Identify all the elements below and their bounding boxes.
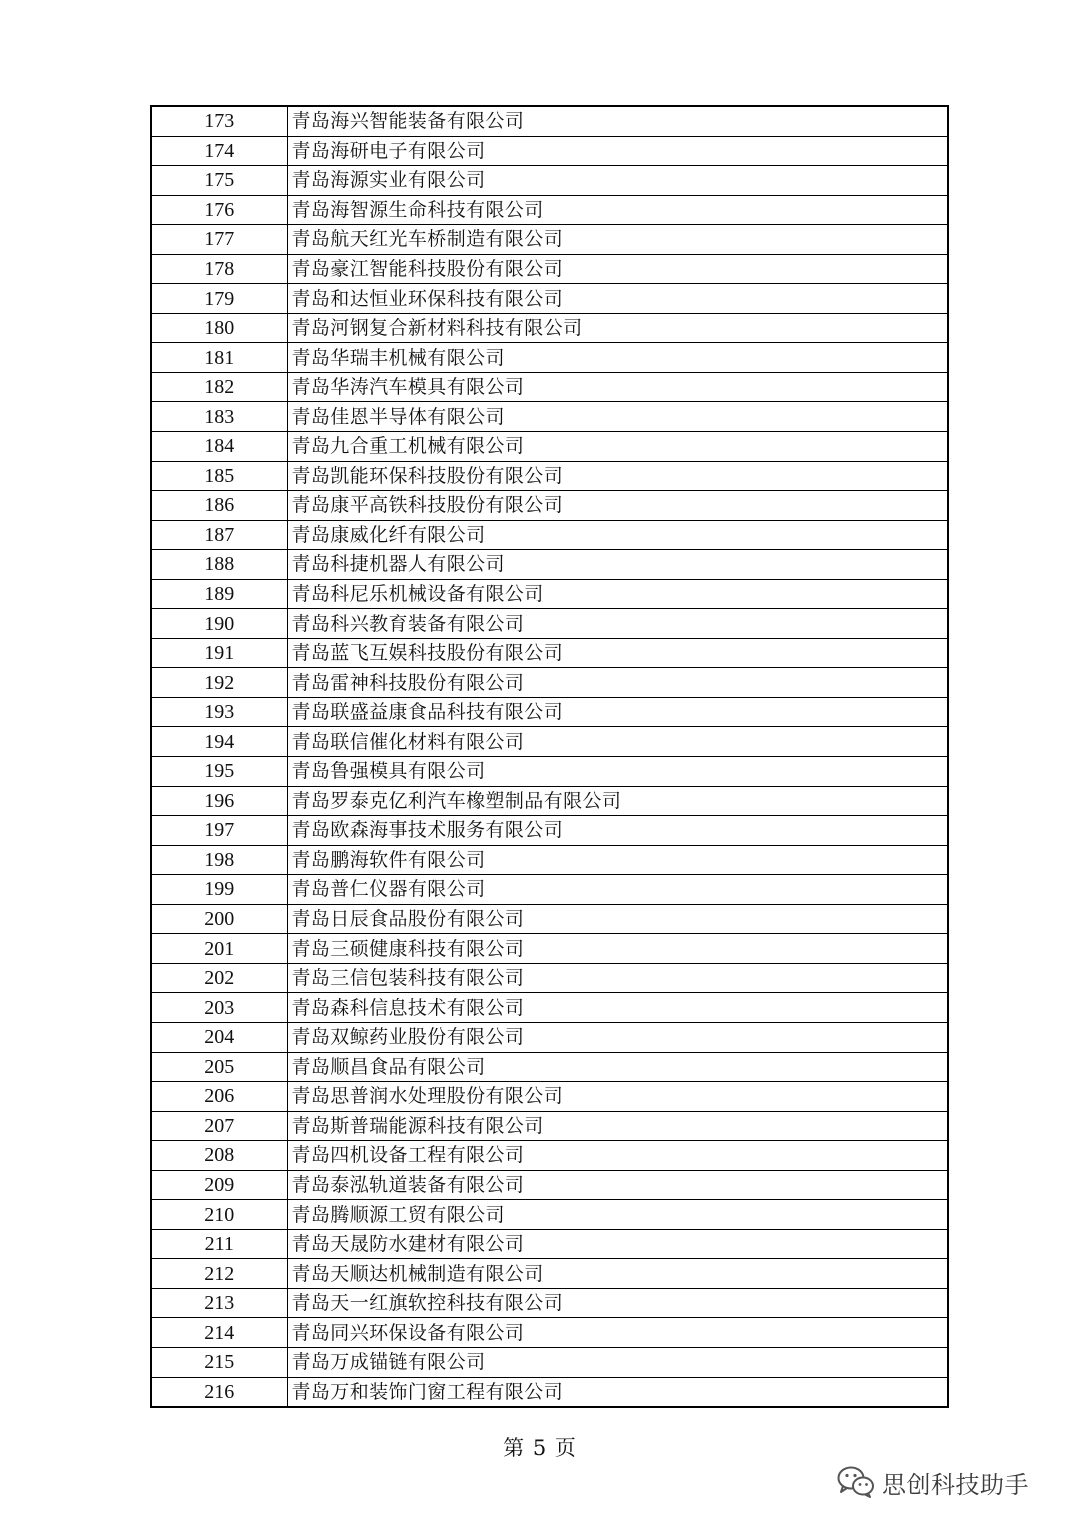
company-name-cell: 青岛联盛益康食品科技有限公司: [287, 697, 948, 727]
row-number-cell: 197: [151, 816, 287, 846]
table-row: [151, 934, 948, 964]
row-number-cell: 207: [151, 1111, 287, 1141]
table-row: [151, 1082, 948, 1112]
company-name-cell: 青岛万和装饰门窗工程有限公司: [287, 1377, 948, 1407]
row-number-cell: 194: [151, 727, 287, 757]
company-name-cell: 青岛凯能环保科技股份有限公司: [287, 461, 948, 491]
row-number-cell: 184: [151, 432, 287, 462]
company-name-cell: 青岛科尼乐机械设备有限公司: [287, 579, 948, 609]
company-name-cell: 青岛海源实业有限公司: [287, 166, 948, 196]
table-row: [151, 786, 948, 816]
table-row: [151, 491, 948, 521]
company-name-cell: 青岛海研电子有限公司: [287, 136, 948, 166]
company-list-table: [150, 105, 949, 1408]
table-row: [151, 993, 948, 1023]
row-number-cell: 183: [151, 402, 287, 432]
company-name-cell: 青岛罗泰克亿利汽车橡塑制品有限公司: [287, 786, 948, 816]
table-row: [151, 668, 948, 698]
row-number-cell: 199: [151, 875, 287, 905]
table-row: [151, 520, 948, 550]
row-number-cell: 206: [151, 1082, 287, 1112]
row-number-cell: 178: [151, 254, 287, 284]
company-name-cell: 青岛顺昌食品有限公司: [287, 1052, 948, 1082]
row-number-cell: 180: [151, 313, 287, 343]
row-number-cell: 202: [151, 963, 287, 993]
company-name-cell: 青岛四机设备工程有限公司: [287, 1141, 948, 1171]
table-row: [151, 845, 948, 875]
company-name-cell: 青岛天一红旗软控科技有限公司: [287, 1288, 948, 1318]
row-number-cell: 210: [151, 1200, 287, 1230]
row-number-cell: 214: [151, 1318, 287, 1348]
row-number-cell: 212: [151, 1259, 287, 1289]
company-name-cell: 青岛雷神科技股份有限公司: [287, 668, 948, 698]
company-name-cell: 青岛同兴环保设备有限公司: [287, 1318, 948, 1348]
company-name-cell: 青岛天顺达机械制造有限公司: [287, 1259, 948, 1289]
company-name-cell: 青岛三硕健康科技有限公司: [287, 934, 948, 964]
row-number-cell: 213: [151, 1288, 287, 1318]
row-number-cell: 216: [151, 1377, 287, 1407]
company-name-cell: 青岛万成锚链有限公司: [287, 1347, 948, 1377]
wechat-account-watermark: [836, 1462, 1029, 1502]
row-number-cell: 175: [151, 166, 287, 196]
table-row: [151, 402, 948, 432]
company-name-cell: 青岛三信包装科技有限公司: [287, 963, 948, 993]
table-row: [151, 1141, 948, 1171]
table-row: [151, 727, 948, 757]
company-name-cell: 青岛康威化纤有限公司: [287, 520, 948, 550]
company-name-cell: 青岛豪江智能科技股份有限公司: [287, 254, 948, 284]
company-name-cell: 青岛科捷机器人有限公司: [287, 550, 948, 580]
row-number-cell: 195: [151, 757, 287, 787]
table-row: [151, 963, 948, 993]
table-row: [151, 1022, 948, 1052]
table-row: [151, 1170, 948, 1200]
watermark-text: 思创科技助手: [882, 1470, 1029, 1499]
company-name-cell: 青岛泰泓轨道装备有限公司: [287, 1170, 948, 1200]
row-number-cell: 188: [151, 550, 287, 580]
table-row: [151, 550, 948, 580]
table-row: [151, 579, 948, 609]
table-row: [151, 1288, 948, 1318]
table-row: [151, 697, 948, 727]
table-row: [151, 1347, 948, 1377]
table-row: [151, 225, 948, 255]
row-number-cell: 209: [151, 1170, 287, 1200]
table-row: [151, 1229, 948, 1259]
page-number: 第 5 页: [503, 1436, 577, 1460]
row-number-cell: 185: [151, 461, 287, 491]
table-row: [151, 136, 948, 166]
company-name-cell: 青岛佳恩半导体有限公司: [287, 402, 948, 432]
row-number-cell: 208: [151, 1141, 287, 1171]
company-name-cell: 青岛华瑞丰机械有限公司: [287, 343, 948, 373]
company-name-cell: 青岛鹏海软件有限公司: [287, 845, 948, 875]
table-row: [151, 313, 948, 343]
row-number-cell: 204: [151, 1022, 287, 1052]
row-number-cell: 215: [151, 1347, 287, 1377]
table-row: [151, 166, 948, 196]
row-number-cell: 192: [151, 668, 287, 698]
table-row: [151, 609, 948, 639]
row-number-cell: 186: [151, 491, 287, 521]
table-row: [151, 1377, 948, 1407]
table-row: [151, 343, 948, 373]
table-row: [151, 638, 948, 668]
table-row: [151, 816, 948, 846]
row-number-cell: 203: [151, 993, 287, 1023]
table-row: [151, 372, 948, 402]
row-number-cell: 200: [151, 904, 287, 934]
row-number-cell: 190: [151, 609, 287, 639]
table-row: [151, 432, 948, 462]
company-name-cell: 青岛思普润水处理股份有限公司: [287, 1082, 948, 1112]
company-name-cell: 青岛天晟防水建材有限公司: [287, 1229, 948, 1259]
company-name-cell: 青岛鲁强模具有限公司: [287, 757, 948, 787]
wechat-icon: [836, 1465, 876, 1499]
row-number-cell: 177: [151, 225, 287, 255]
row-number-cell: 193: [151, 697, 287, 727]
row-number-cell: 198: [151, 845, 287, 875]
row-number-cell: 211: [151, 1229, 287, 1259]
table-row: [151, 1318, 948, 1348]
company-name-cell: 青岛海兴智能装备有限公司: [287, 106, 948, 136]
company-name-cell: 青岛海智源生命科技有限公司: [287, 195, 948, 225]
row-number-cell: 187: [151, 520, 287, 550]
row-number-cell: 196: [151, 786, 287, 816]
row-number-cell: 173: [151, 106, 287, 136]
table-row: [151, 1052, 948, 1082]
row-number-cell: 179: [151, 284, 287, 314]
company-name-cell: 青岛普仁仪器有限公司: [287, 875, 948, 905]
row-number-cell: 201: [151, 934, 287, 964]
table-row: [151, 106, 948, 136]
company-list-body: [151, 106, 948, 1407]
row-number-cell: 182: [151, 372, 287, 402]
row-number-cell: 191: [151, 638, 287, 668]
company-name-cell: 青岛和达恒业环保科技有限公司: [287, 284, 948, 314]
row-number-cell: 181: [151, 343, 287, 373]
table-row: [151, 1111, 948, 1141]
row-number-cell: 174: [151, 136, 287, 166]
company-name-cell: 青岛斯普瑞能源科技有限公司: [287, 1111, 948, 1141]
row-number-cell: 189: [151, 579, 287, 609]
table-row: [151, 195, 948, 225]
company-name-cell: 青岛康平高铁科技股份有限公司: [287, 491, 948, 521]
row-number-cell: 205: [151, 1052, 287, 1082]
table-row: [151, 461, 948, 491]
company-name-cell: 青岛九合重工机械有限公司: [287, 432, 948, 462]
company-name-cell: 青岛腾顺源工贸有限公司: [287, 1200, 948, 1230]
company-name-cell: 青岛欧森海事技术服务有限公司: [287, 816, 948, 846]
table-row: [151, 1259, 948, 1289]
row-number-cell: 176: [151, 195, 287, 225]
table-row: [151, 284, 948, 314]
company-name-cell: 青岛森科信息技术有限公司: [287, 993, 948, 1023]
table-row: [151, 904, 948, 934]
company-name-cell: 青岛日辰食品股份有限公司: [287, 904, 948, 934]
table-row: [151, 254, 948, 284]
company-name-cell: 青岛河钢复合新材料科技有限公司: [287, 313, 948, 343]
company-name-cell: 青岛科兴教育装备有限公司: [287, 609, 948, 639]
table-row: [151, 757, 948, 787]
company-name-cell: 青岛航天红光车桥制造有限公司: [287, 225, 948, 255]
company-name-cell: 青岛双鲸药业股份有限公司: [287, 1022, 948, 1052]
table-row: [151, 875, 948, 905]
company-name-cell: 青岛华涛汽车模具有限公司: [287, 372, 948, 402]
company-name-cell: 青岛联信催化材料有限公司: [287, 727, 948, 757]
company-name-cell: 青岛蓝飞互娱科技股份有限公司: [287, 638, 948, 668]
table-row: [151, 1200, 948, 1230]
